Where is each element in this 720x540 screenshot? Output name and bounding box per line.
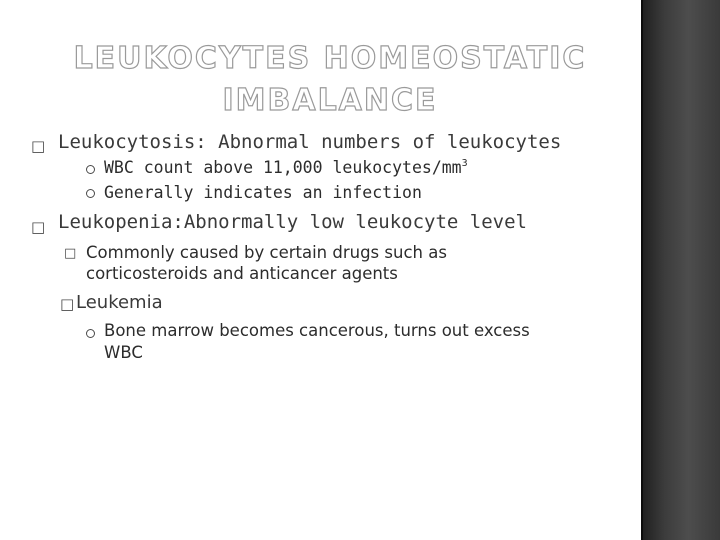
circle-bullet-icon — [86, 189, 95, 198]
slide-title-line1: LEUKOCYTES HOMEOSTATIC — [73, 41, 587, 76]
leukemia-detail-line2: WBC — [104, 343, 143, 362]
leukopenia-detail-line2: corticosteroids and anticancer agents — [86, 264, 398, 283]
wbc-unit-exponent: 3 — [461, 158, 468, 169]
wbc-count-text: WBC count above 11,000 leukocytes/mm — [104, 158, 462, 177]
leukemia-detail-line1: Bone marrow becomes cancerous, turns out excess — [104, 321, 530, 340]
box-bullet-icon: □ — [64, 246, 77, 261]
slide-title-line2: IMBALANCE — [222, 83, 438, 118]
box-bullet-icon: □ — [31, 137, 46, 155]
leukocytosis-detail-infection: Generally indicates an infection — [104, 183, 422, 202]
box-bullet-icon: □ — [60, 295, 75, 313]
slide-title — [60, 38, 600, 122]
sidebar-divider — [641, 0, 643, 540]
leukemia-heading: Leukemia — [76, 292, 163, 313]
circle-bullet-icon — [86, 165, 95, 174]
leukopenia-detail-line1: Commonly caused by certain drugs such as — [86, 243, 447, 262]
circle-bullet-icon — [86, 329, 95, 338]
slide-sidebar — [641, 0, 720, 540]
leukopenia-heading: Leukopenia:Abnormally low leukocyte level — [58, 211, 527, 233]
box-bullet-icon: □ — [31, 218, 46, 236]
leukocytosis-detail-wbc — [104, 158, 468, 177]
leukocytosis-heading: Leukocytosis: Abnormal numbers of leukocytes — [58, 131, 562, 153]
